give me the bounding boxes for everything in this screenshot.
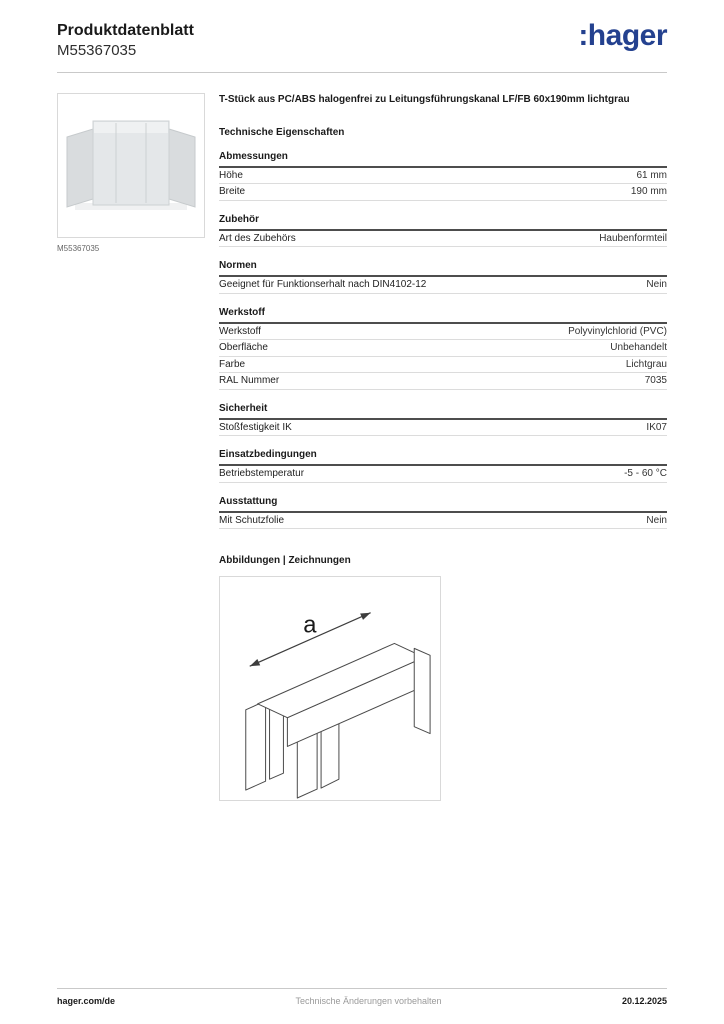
spec-value: 61 mm [636,169,667,181]
spec-label: Breite [219,186,246,198]
section-heading: Ausstattung [219,496,667,513]
spec-label: Oberfläche [219,342,268,354]
spec-value: Lichtgrau [625,358,667,370]
spec-value: 190 mm [630,186,667,198]
section-abmessungen [219,151,667,201]
spec-value: Unbehandelt [610,342,667,354]
product-title: T-Stück aus PC/ABS halogenfrei zu Leitungsführungskanal LF/FB 60x190mm lichtgrau [219,94,630,106]
section-normen [219,260,667,294]
dimension-label: a [303,611,317,639]
spec-value: 7035 [644,375,667,387]
spec-value: IK07 [646,421,667,433]
tech-properties-title: Technische Eigenschaften [219,126,345,138]
spec-row [219,184,667,201]
section-zubehoer [219,214,667,248]
hager-logo: :hager [578,19,667,52]
spec-label: Farbe [219,358,246,370]
spec-value: -5 - 60 °C [624,468,667,480]
spec-label: Höhe [219,169,243,181]
spec-row [219,277,667,294]
section-sicherheit [219,403,667,437]
footer-notice: Technische Änderungen vorbehalten [295,996,442,1006]
section-ausstattung [219,496,667,530]
spec-row [219,324,667,341]
document-title: Produktdatenblatt [57,22,194,39]
spec-row [219,168,667,185]
main-content [57,93,667,801]
section-werkstoff [219,307,667,390]
spec-row [219,466,667,483]
technical-drawing [220,577,440,800]
section-einsatzbedingungen [219,449,667,483]
footer-website: hager.com/de [57,996,116,1006]
footer [57,988,667,1006]
spec-row [219,373,667,390]
drawings-heading: Abbildungen | Zeichnungen [219,555,351,567]
spec-value: Polyvinylchlorid (PVC) [568,325,667,337]
product-image [61,105,201,227]
header-titles [57,22,194,59]
section-heading: Normen [219,260,667,277]
section-heading: Zubehör [219,214,667,231]
spec-value: Nein [646,514,667,526]
header [57,19,667,73]
product-id: M55367035 [57,42,137,60]
section-heading: Werkstoff [219,307,667,324]
spec-label: Betriebstemperatur [219,468,305,480]
section-heading: Sicherheit [219,403,667,420]
technical-drawing-frame [219,576,441,801]
section-heading: Abmessungen [219,151,667,168]
spec-row [219,420,667,437]
spec-row [219,231,667,248]
footer-date: 20.12.2025 [621,996,667,1006]
spec-label: Werkstoff [219,325,261,337]
spec-label: RAL Nummer [219,375,280,387]
spec-label: Art des Zubehörs [219,232,296,244]
spec-value: Haubenformteil [599,232,667,244]
spec-value: Nein [646,279,667,291]
spec-label: Geeignet für Funktionserhalt nach DIN4102-12 [219,279,427,291]
spec-row [219,513,667,530]
spec-label: Mit Schutzfolie [219,514,285,526]
spec-row [219,340,667,357]
section-heading: Einsatzbedingungen [219,449,667,466]
spec-column [219,93,667,801]
spec-label: Stoßfestigkeit IK [219,421,292,433]
product-image-caption: M55367035 [57,244,100,254]
spec-row [219,357,667,374]
product-image-frame [57,93,205,238]
image-column [57,93,205,801]
